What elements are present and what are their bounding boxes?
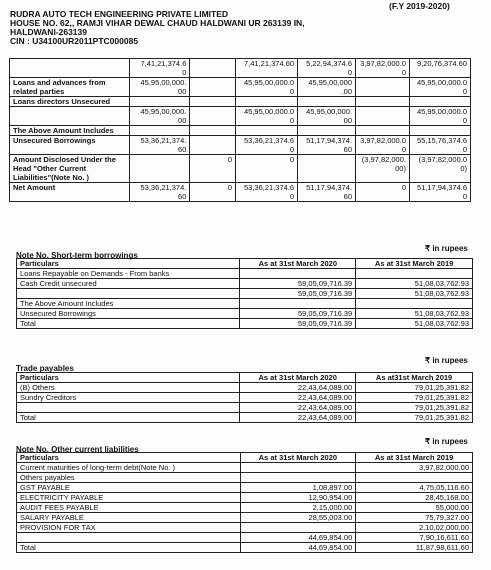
table-row: [17, 309, 473, 319]
amount-cell: 51,08,03,762.93: [356, 289, 473, 299]
long-term-borrowings-table: [9, 58, 471, 202]
amount-cell: 53,36,21,374. 60: [130, 183, 190, 202]
amount-cell: [240, 473, 356, 483]
row-label: [10, 59, 130, 78]
row-label: (B) Others: [17, 383, 240, 393]
amount-cell: 2,10,02,000.00: [356, 523, 473, 533]
row-label: Loans Repayable on Demands - From banks: [17, 269, 240, 279]
row-label: Amount Disclosed Under the Head "Other Current Liabilities"(Note No. ): [10, 155, 130, 183]
amount-cell: 4,75,05,116.60: [356, 483, 473, 493]
amount-cell: [409, 97, 470, 107]
amount-cell: 3,97,82,000.00: [356, 463, 473, 473]
amount-cell: 1,08,897.00: [240, 483, 356, 493]
amount-cell: [130, 126, 190, 136]
column-header: As at 31st March 2020: [240, 259, 356, 269]
amount-cell: [190, 136, 236, 155]
amount-cell: 79,01,25,391.82: [356, 383, 473, 393]
row-label: Current maturities of long-term debt(Note No. ): [17, 463, 241, 473]
column-header: As at31st March 2019: [356, 373, 473, 383]
amount-cell: [236, 97, 298, 107]
header-row: [17, 373, 473, 383]
row-label: [17, 533, 241, 543]
row-label: The Above Amount Includes: [17, 299, 240, 309]
amount-cell: 79,01,25,391.82: [356, 413, 473, 423]
row-label: SALARY PAYABLE: [17, 513, 241, 523]
row-label: [10, 107, 130, 126]
short-term-title: Note No. Short-term borrowings: [16, 251, 138, 260]
amount-cell: 51,17,94,374.6 0: [409, 183, 470, 202]
amount-cell: (3,97,82,000. 00): [356, 155, 410, 183]
company-cin: CIN : U34100UR2011PTC000085: [10, 36, 139, 46]
amount-cell: 51,08,03,762.93: [356, 279, 473, 289]
table-row: [10, 107, 471, 126]
company-name: RUDRA AUTO TECH ENGINEERING PRIVATE LIMITED: [10, 9, 229, 19]
amount-cell: 22,43,64,089.00: [240, 393, 356, 403]
company-address-line1: HOUSE NO. 62,, RAMJI VIHAR DEWAL CHAUD HALDWANI UR 263139 IN,: [10, 18, 305, 28]
amount-cell: 51,17,94,374. 60: [298, 136, 356, 155]
row-label: PROVISION FOR TAX: [17, 523, 241, 533]
amount-cell: 2,15,000.00: [240, 503, 356, 513]
amount-cell: 45,95,00,000 .00: [298, 78, 356, 97]
amount-cell: [130, 97, 190, 107]
amount-cell: 79,01,25,391.82: [356, 403, 473, 413]
amount-cell: 7,41,21,374.6 0: [130, 59, 190, 78]
column-header: Particulars: [17, 373, 240, 383]
amount-cell: 51,08,03,762.93: [356, 319, 473, 329]
trade-payables-table: [16, 372, 473, 423]
amount-cell: [130, 155, 190, 183]
row-label: Others payables: [17, 473, 241, 483]
amount-cell: 3,97,82,000.0 0: [356, 59, 410, 78]
table-row: [10, 59, 471, 78]
column-header: Particulars: [17, 259, 240, 269]
row-label: The Above Amount Includes: [10, 126, 130, 136]
amount-cell: 0: [190, 155, 236, 183]
company-address-line2: HALDWANI-263139: [10, 27, 87, 37]
amount-cell: (3,97,82,000.0 0): [409, 155, 470, 183]
amount-cell: 75,79,327.00: [356, 513, 473, 523]
short-term-borrowings-table: [16, 258, 473, 329]
column-header: As at 31st March 2020: [240, 453, 356, 463]
amount-cell: [356, 107, 410, 126]
table-row: [17, 503, 473, 513]
column-header: As at 31st March 2019: [356, 259, 473, 269]
amount-cell: [356, 299, 473, 309]
table-row: [17, 383, 473, 393]
amount-cell: 59,05,09,716.39: [240, 289, 356, 299]
table-row: [17, 533, 473, 543]
amount-cell: 11,87,98,611.60: [356, 543, 473, 553]
amount-cell: 7,41,21,374.60: [236, 59, 298, 78]
table-row: [17, 543, 473, 553]
amount-cell: 22,43,64,089.00: [240, 413, 356, 423]
amount-cell: [240, 269, 356, 279]
row-label: Total: [17, 413, 240, 423]
table-row: [17, 319, 473, 329]
amount-cell: 53,36,21,374.6 0: [236, 183, 298, 202]
table-row: [17, 403, 473, 413]
amount-cell: [356, 97, 410, 107]
row-label: [17, 403, 240, 413]
table-row: [10, 136, 471, 155]
table-row: [17, 493, 473, 503]
rupee-unit-label-3: ₹ in rupees: [425, 437, 468, 446]
amount-cell: 45,95,00,000.0 0: [409, 107, 470, 126]
row-label: AUDIT FEES PAYABLE: [17, 503, 241, 513]
rupee-unit-label-1: ₹ in rupees: [425, 244, 468, 253]
amount-cell: 79,01,25,391.82: [356, 393, 473, 403]
header-row: [17, 453, 473, 463]
table-row: [17, 289, 473, 299]
amount-cell: 12,90,954.00: [240, 493, 356, 503]
table-row: [10, 155, 471, 183]
column-header: As at 31st March 2019: [356, 453, 473, 463]
table-row: [17, 393, 473, 403]
amount-cell: 3,97,82,000.0 0: [356, 136, 410, 155]
row-label: Cash Credit unsecured: [17, 279, 240, 289]
amount-cell: 53,36,21,374. 60: [130, 136, 190, 155]
header-row: [17, 259, 473, 269]
row-label: [17, 289, 240, 299]
column-header: As at 31st March 2020: [240, 373, 356, 383]
table-row: [17, 463, 473, 473]
row-label: Unsecured Borrowings: [17, 309, 240, 319]
table-row: [17, 279, 473, 289]
amount-cell: 44,69,854.00: [240, 533, 356, 543]
amount-cell: 28,45,168.00: [356, 493, 473, 503]
column-header: Particulars: [17, 453, 241, 463]
amount-cell: 53,36,21,374.6 0: [236, 136, 298, 155]
amount-cell: 45,95,00,000.0 0: [409, 78, 470, 97]
row-label: Loans directors Unsecured: [10, 97, 130, 107]
amount-cell: [190, 97, 236, 107]
financial-year: (F.Y 2019-2020): [389, 1, 450, 11]
row-label: Total: [17, 543, 241, 553]
other-current-liabilities-table: [16, 452, 473, 553]
amount-cell: 45,95,00,000.0 0: [236, 78, 298, 97]
table-row: [17, 483, 473, 493]
amount-cell: 45,95,00,000. 00: [130, 78, 190, 97]
table-row: [10, 78, 471, 97]
amount-cell: 28,55,003.00: [240, 513, 356, 523]
amount-cell: [356, 126, 410, 136]
amount-cell: 44,69,854.00: [240, 543, 356, 553]
amount-cell: [298, 155, 356, 183]
amount-cell: 22,43,64,089.00: [240, 383, 356, 393]
trade-payables-title: Trade payables: [16, 364, 74, 373]
row-label: Sundry Creditors: [17, 393, 240, 403]
table-row: [10, 183, 471, 202]
rupee-unit-label-2: ₹ in rupees: [425, 356, 468, 365]
amount-cell: 0: [190, 183, 236, 202]
amount-cell: 55,000.00: [356, 503, 473, 513]
table-row: [10, 97, 471, 107]
amount-cell: 51,17,94,374. 60: [298, 183, 356, 202]
amount-cell: [356, 269, 473, 279]
amount-cell: [240, 463, 356, 473]
amount-cell: [240, 523, 356, 533]
amount-cell: 5,22,94,374.6 0: [298, 59, 356, 78]
amount-cell: [190, 59, 236, 78]
amount-cell: [240, 299, 356, 309]
table-row: [17, 299, 473, 309]
amount-cell: 0: [356, 183, 410, 202]
amount-cell: 59,05,09,716.39: [240, 279, 356, 289]
table-row: [17, 413, 473, 423]
row-label: Total: [17, 319, 240, 329]
table-row: [17, 513, 473, 523]
amount-cell: [356, 473, 473, 483]
table-row: [10, 126, 471, 136]
amount-cell: [298, 97, 356, 107]
amount-cell: [409, 126, 470, 136]
amount-cell: [356, 78, 410, 97]
row-label: Loans and advances from related parties: [10, 78, 130, 97]
amount-cell: 22,43,64,089.00: [240, 403, 356, 413]
amount-cell: 45,95,00,000. 00: [130, 107, 190, 126]
other-current-title: Note No. Other current liabilities: [16, 445, 139, 454]
amount-cell: [298, 126, 356, 136]
amount-cell: [190, 107, 236, 126]
table-row: [17, 523, 473, 533]
row-label: ELECTRICITY PAYABLE: [17, 493, 241, 503]
amount-cell: 51,08,03,762.93: [356, 309, 473, 319]
amount-cell: 9,20,76,374.60: [409, 59, 470, 78]
amount-cell: 45,95,00,000.0 0: [236, 107, 298, 126]
amount-cell: 59,05,09,716.39: [240, 309, 356, 319]
amount-cell: [190, 78, 236, 97]
amount-cell: [190, 126, 236, 136]
amount-cell: 45,95,00,000. 00: [298, 107, 356, 126]
table-row: [17, 269, 473, 279]
row-label: GST PAYABLE: [17, 483, 241, 493]
amount-cell: 59,05,09,716.39: [240, 319, 356, 329]
amount-cell: [236, 126, 298, 136]
amount-cell: 7,90,16,611.60: [356, 533, 473, 543]
amount-cell: 0: [236, 155, 298, 183]
row-label: Unsecured Borrowings: [10, 136, 130, 155]
row-label: Net Amount: [10, 183, 130, 202]
amount-cell: 55,15,76,374.6 0: [409, 136, 470, 155]
table-row: [17, 473, 473, 483]
